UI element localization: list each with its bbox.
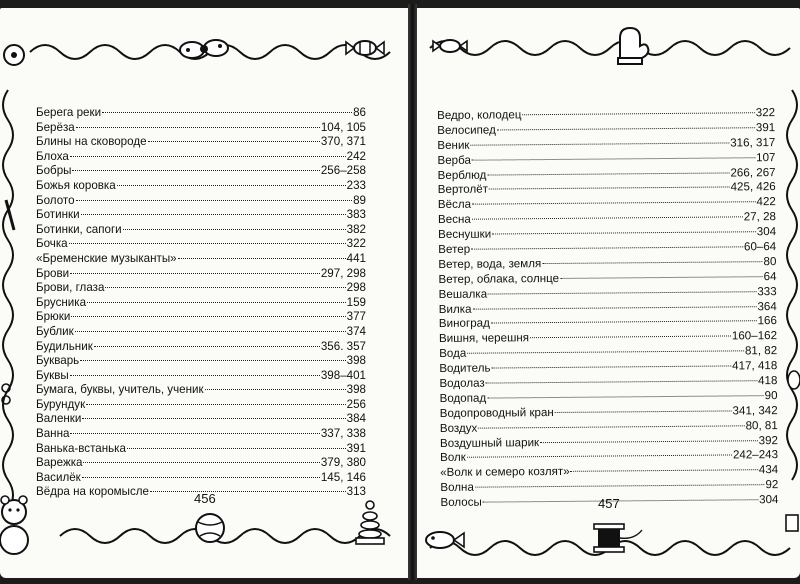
entry-pages: 383: [346, 208, 366, 222]
entry-pages: 81, 82: [744, 344, 778, 358]
entry-term: Волосы: [440, 495, 482, 510]
dot-leader: [475, 472, 765, 488]
entry-pages: 242: [346, 149, 366, 163]
index-list-left: [36, 103, 366, 497]
dot-leader: [123, 217, 346, 230]
bottom-wave-left: [60, 529, 390, 543]
dot-leader: [530, 324, 731, 339]
cup-icon: [786, 515, 798, 531]
pot-icon: [788, 371, 800, 389]
entry-term: Ветер, вода, земля: [438, 257, 542, 271]
entry-term: Вешалка: [438, 287, 488, 301]
entry-term: Виноград: [438, 317, 490, 331]
entry-term: Бумага, буквы, учитель, ученик: [36, 383, 204, 397]
entry-term: Ботинки, сапоги: [36, 222, 122, 236]
entry-pages: 364: [757, 299, 777, 313]
entry-term: Брусника: [36, 295, 87, 309]
entry-pages: 392: [758, 433, 778, 447]
dot-leader: [70, 421, 319, 434]
entry-pages: 391: [346, 441, 366, 455]
entry-pages: 233: [346, 178, 366, 192]
entry-pages: 80: [763, 254, 777, 269]
dot-leader: [470, 130, 729, 145]
entry-term: Ванна: [36, 427, 70, 441]
pyramid-toy-icon: [356, 501, 384, 544]
entry-pages: 398: [346, 354, 366, 368]
dot-leader: [472, 205, 743, 220]
entry-pages: 322: [346, 237, 366, 251]
entry-term: Болото: [36, 193, 75, 207]
entry-term: Весна: [437, 212, 471, 227]
entry-pages: 333: [757, 284, 777, 298]
dot-leader: [488, 279, 756, 294]
entry-term: Вёдра на коромысле: [36, 485, 149, 499]
entry-term: Вертолёт: [437, 183, 489, 197]
entry-term: Ветер, облака, солнце: [438, 271, 560, 286]
dot-leader: [205, 377, 346, 390]
dot-leader: [70, 363, 320, 376]
entry-pages: 304: [759, 493, 779, 507]
entry-term: Будильник: [36, 339, 93, 353]
ball-icon: [196, 514, 224, 542]
entry-term: Воздушный шарик: [439, 435, 540, 450]
entry-term: Божья коровка: [36, 178, 116, 192]
entry-pages: 166: [757, 314, 777, 328]
dot-leader: [69, 231, 346, 244]
entry-term: «Бременские музыканты»: [36, 251, 177, 265]
entry-term: Водопад: [439, 391, 487, 405]
entry-pages: 256: [346, 397, 366, 411]
dot-leader: [472, 190, 756, 205]
dot-leader: [467, 443, 732, 458]
entry-pages: 80, 81: [745, 418, 778, 433]
entry-term: Волна: [440, 480, 474, 495]
dot-leader: [70, 261, 320, 274]
entry-term: Варежка: [36, 456, 83, 470]
entry-term: Брови, глаза: [36, 281, 105, 295]
entry-pages: 90: [764, 388, 778, 403]
spool-icon: [594, 524, 642, 552]
entry-pages: 64: [763, 269, 777, 283]
entry-term: Водопроводный кран: [439, 405, 554, 420]
entry-pages: 145, 146: [320, 470, 366, 484]
entry-term: Букварь: [36, 354, 80, 368]
entry-term: Блины на сковороде: [36, 135, 147, 149]
entry-pages: 316, 317: [730, 135, 776, 150]
candy-icon: [346, 41, 384, 55]
entry-term: Берега реки: [36, 106, 102, 119]
dot-leader: [178, 246, 346, 259]
dot-leader: [491, 354, 731, 369]
dot-leader: [483, 487, 758, 502]
page-number-right: 457: [598, 496, 620, 511]
dot-leader: [478, 413, 744, 428]
entry-pages: 92: [765, 478, 779, 492]
entry-term: Бочка: [36, 237, 68, 251]
dot-leader: [542, 249, 762, 264]
entry-pages: 377: [346, 310, 366, 324]
entry-pages: 398: [346, 383, 366, 397]
dot-leader: [472, 294, 756, 309]
entry-pages: 384: [346, 412, 366, 426]
entry-pages: 86: [353, 106, 366, 119]
entry-pages: 298: [346, 281, 366, 295]
dot-leader: [467, 339, 744, 354]
dot-leader: [86, 392, 345, 405]
entry-pages: 356. 357: [320, 339, 366, 353]
entry-pages: 422: [756, 195, 776, 209]
entry-term: Велосипед: [437, 123, 496, 137]
entry-pages: 374: [346, 324, 366, 338]
entry-term: Бобры: [36, 164, 72, 178]
dot-leader: [94, 334, 320, 347]
dot-leader: [75, 319, 346, 332]
entry-pages: 391: [755, 120, 776, 135]
entry-pages: 160–162: [731, 329, 778, 343]
entry-term: Бурундук: [36, 397, 86, 411]
entry-pages: 434: [758, 463, 779, 477]
page-number-left: 456: [194, 491, 216, 506]
entry-pages: 441: [346, 251, 366, 265]
entry-pages: 418: [758, 374, 778, 388]
dot-leader: [76, 188, 353, 201]
dot-leader: [71, 304, 345, 317]
entry-pages: 417, 418: [732, 359, 778, 373]
entry-pages: 60–64: [743, 240, 777, 254]
dot-leader: [70, 144, 346, 157]
entry-term: Ванька-встанька: [36, 441, 126, 455]
entry-pages: 104, 105: [320, 120, 366, 134]
entry-pages: 322: [755, 106, 776, 120]
dot-leader: [72, 158, 319, 171]
entry-pages: 159: [346, 295, 366, 309]
entry-pages: 266, 267: [730, 165, 776, 180]
entry-pages: 297, 298: [320, 266, 366, 280]
dot-leader: [471, 234, 743, 249]
dot-leader: [83, 450, 319, 463]
dot-leader: [522, 100, 754, 115]
entry-term: Водитель: [439, 361, 491, 376]
toy-icon: [4, 45, 24, 65]
mitten-icon: [618, 28, 648, 64]
dot-leader: [555, 398, 732, 413]
entry-pages: 370, 371: [320, 135, 366, 149]
index-list-right: [437, 103, 778, 508]
entry-pages: 256–258: [320, 164, 366, 178]
entry-term: Водолаз: [439, 376, 485, 391]
entry-pages: 398–401: [320, 368, 366, 382]
dot-leader: [102, 100, 352, 113]
side-wave-left: [3, 90, 13, 510]
dot-leader: [105, 275, 345, 288]
dot-leader: [492, 219, 756, 234]
entry-pages: 341, 342: [732, 403, 778, 418]
dot-leader: [487, 383, 764, 398]
dot-leader: [150, 479, 346, 492]
entry-term: Блоха: [36, 149, 69, 163]
dot-leader: [148, 129, 320, 142]
teddy-bear-icon: [0, 496, 28, 554]
entry-term: Веснушки: [438, 227, 492, 242]
entry-term: «Волк и семеро козлят»: [440, 465, 570, 480]
entry-term: Волк: [440, 451, 466, 465]
dot-leader: [472, 145, 755, 160]
entry-pages: 313: [346, 485, 366, 499]
entry-term: Василёк: [36, 470, 81, 484]
entry-term: Валенки: [36, 412, 82, 426]
entry-pages: 337, 338: [320, 427, 366, 441]
dot-leader: [540, 428, 758, 443]
entry-term: Вишня, черешня: [438, 331, 530, 346]
dot-leader: [560, 264, 763, 279]
entry-term: Ветер: [438, 242, 471, 257]
dot-leader: [486, 368, 757, 383]
dot-leader: [487, 160, 729, 175]
entry-term: Брюки: [36, 310, 71, 324]
dot-leader: [80, 348, 345, 361]
dot-leader: [87, 290, 346, 303]
entry-pages: 304: [756, 225, 777, 239]
entry-pages: 89: [353, 193, 366, 207]
entry-pages: 27, 28: [743, 210, 777, 224]
entry-pages: 107: [756, 150, 776, 164]
entry-pages: 382: [346, 222, 366, 236]
side-wave-right: [787, 90, 797, 480]
dot-leader: [489, 175, 730, 190]
entry-term: Буквы: [36, 368, 69, 382]
entry-term: Ведро, колодец: [437, 108, 522, 122]
entry-pages: 242–243: [732, 448, 779, 462]
entry-term: Верба: [437, 153, 471, 167]
dot-leader: [82, 465, 320, 478]
entry-term: Ботинки: [36, 208, 80, 222]
dot-leader: [491, 309, 757, 324]
entry-term: Воздух: [439, 421, 478, 435]
dot-leader: [81, 202, 346, 215]
bow-icon: [180, 40, 228, 58]
entry-term: Вода: [439, 347, 467, 361]
dot-leader: [117, 173, 346, 186]
dot-leader: [82, 406, 345, 419]
entry-term: Верблюд: [437, 168, 487, 182]
dot-leader: [497, 115, 755, 130]
top-wave-right: [430, 41, 790, 55]
dot-leader: [571, 458, 758, 473]
entry-term: Брови: [36, 266, 70, 280]
entry-pages: 379, 380: [320, 456, 366, 470]
entry-term: Вилка: [438, 302, 472, 316]
dot-leader: [76, 115, 320, 128]
dot-leader: [127, 436, 346, 449]
entry-term: Вёсла: [437, 198, 472, 212]
entry-term: Веник: [437, 138, 470, 152]
entry-pages: 425, 426: [730, 180, 776, 194]
entry-term: Берёза: [36, 120, 75, 134]
entry-term: Бублик: [36, 324, 74, 338]
